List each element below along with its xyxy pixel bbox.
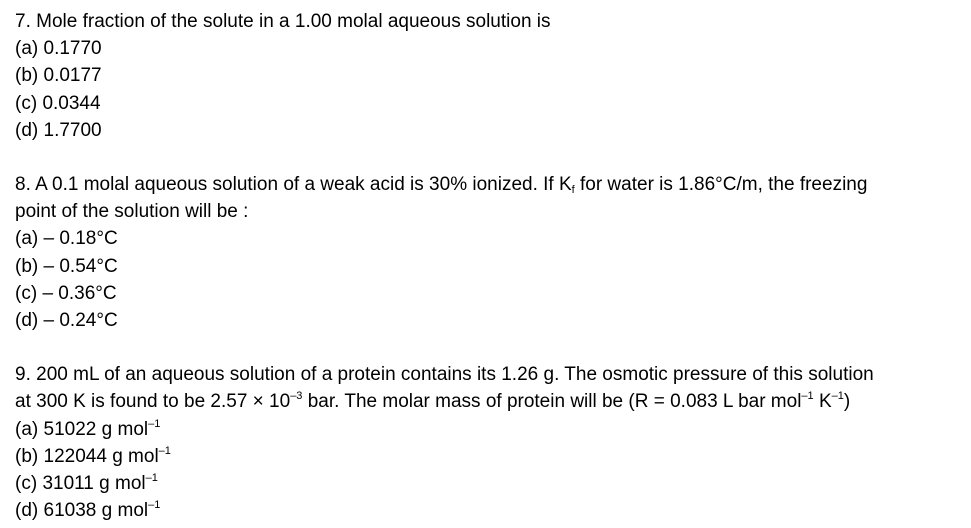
- option-label: (b): [15, 445, 39, 467]
- question-text: Mole fraction of the solute in a 1.00 molal aqueous solution is: [36, 11, 551, 32]
- option-label: (d): [15, 119, 39, 141]
- question-text: bar. The molar mass of protein will be (R = 0.083 L bar mol: [302, 391, 802, 413]
- question-text: 200 mL of an aqueous solution of a protein contains its 1.26 g. The osmotic pressure of this solution: [36, 364, 874, 386]
- option-b: [15, 253, 971, 280]
- superscript: –1: [148, 499, 161, 512]
- option-value: – 0.36°C: [42, 282, 117, 304]
- question-stem: [15, 361, 971, 388]
- option-label: (d): [15, 500, 39, 522]
- superscript: –3: [290, 390, 303, 403]
- question-stem-continued: [15, 388, 971, 415]
- option-a: [15, 225, 971, 252]
- option-label: (a): [15, 228, 39, 250]
- question-number: 8.: [15, 174, 31, 196]
- option-value: 0.1770: [43, 38, 102, 60]
- option-unit: g mol: [99, 473, 146, 495]
- question-text: A 0.1 molal aqueous solution of a weak acid is 30% ionized. If K: [35, 174, 572, 196]
- option-a: [15, 416, 971, 443]
- superscript: –1: [158, 444, 171, 457]
- option-a: [15, 35, 971, 62]
- question-stem: [15, 171, 971, 198]
- option-unit: g mol: [101, 500, 149, 522]
- option-value: 122044: [43, 445, 107, 467]
- option-c: [15, 90, 971, 117]
- option-unit: g mol: [101, 418, 149, 440]
- option-value: 51022: [43, 418, 97, 440]
- question-text: for water is 1.86°C/m, the freezing: [574, 174, 868, 196]
- superscript: –1: [831, 390, 844, 403]
- question-stem: [15, 8, 971, 35]
- option-label: (b): [15, 65, 39, 87]
- option-label: (a): [15, 38, 39, 60]
- option-b: [15, 62, 971, 89]
- option-label: (a): [15, 418, 39, 440]
- question-text: at 300 K is found to be 2.57 × 10: [15, 391, 291, 413]
- option-d: [15, 497, 971, 524]
- question-8: [15, 171, 971, 334]
- option-d: [15, 307, 971, 334]
- option-label: (c): [15, 473, 38, 495]
- option-label: (c): [15, 282, 38, 304]
- question-text: K: [813, 391, 832, 413]
- option-label: (d): [15, 310, 39, 332]
- question-number: 9.: [15, 364, 31, 386]
- question-number: 7.: [15, 11, 31, 32]
- option-d: [15, 117, 971, 144]
- option-b: [15, 443, 971, 470]
- superscript: –1: [148, 417, 161, 430]
- option-label: (b): [15, 255, 39, 277]
- superscript: –1: [145, 472, 158, 485]
- option-value: 61038: [43, 500, 97, 522]
- question-stem-continued: [15, 198, 971, 225]
- option-unit: g mol: [112, 445, 159, 467]
- option-value: – 0.54°C: [43, 255, 118, 277]
- option-c: [15, 280, 971, 307]
- question-7: [15, 8, 971, 144]
- question-9: [15, 361, 971, 524]
- superscript: –1: [801, 390, 814, 403]
- question-text: point of the solution will be :: [15, 201, 249, 223]
- option-value: 1.7700: [43, 119, 102, 141]
- option-value: – 0.24°C: [43, 310, 118, 332]
- option-label: (c): [15, 92, 38, 114]
- option-value: 0.0344: [42, 92, 101, 114]
- option-value: 0.0177: [43, 65, 102, 87]
- option-value: – 0.18°C: [43, 228, 118, 250]
- option-value: 31011: [42, 473, 94, 495]
- option-c: [15, 470, 971, 497]
- subscript: f: [571, 184, 575, 197]
- question-text: ): [843, 391, 851, 413]
